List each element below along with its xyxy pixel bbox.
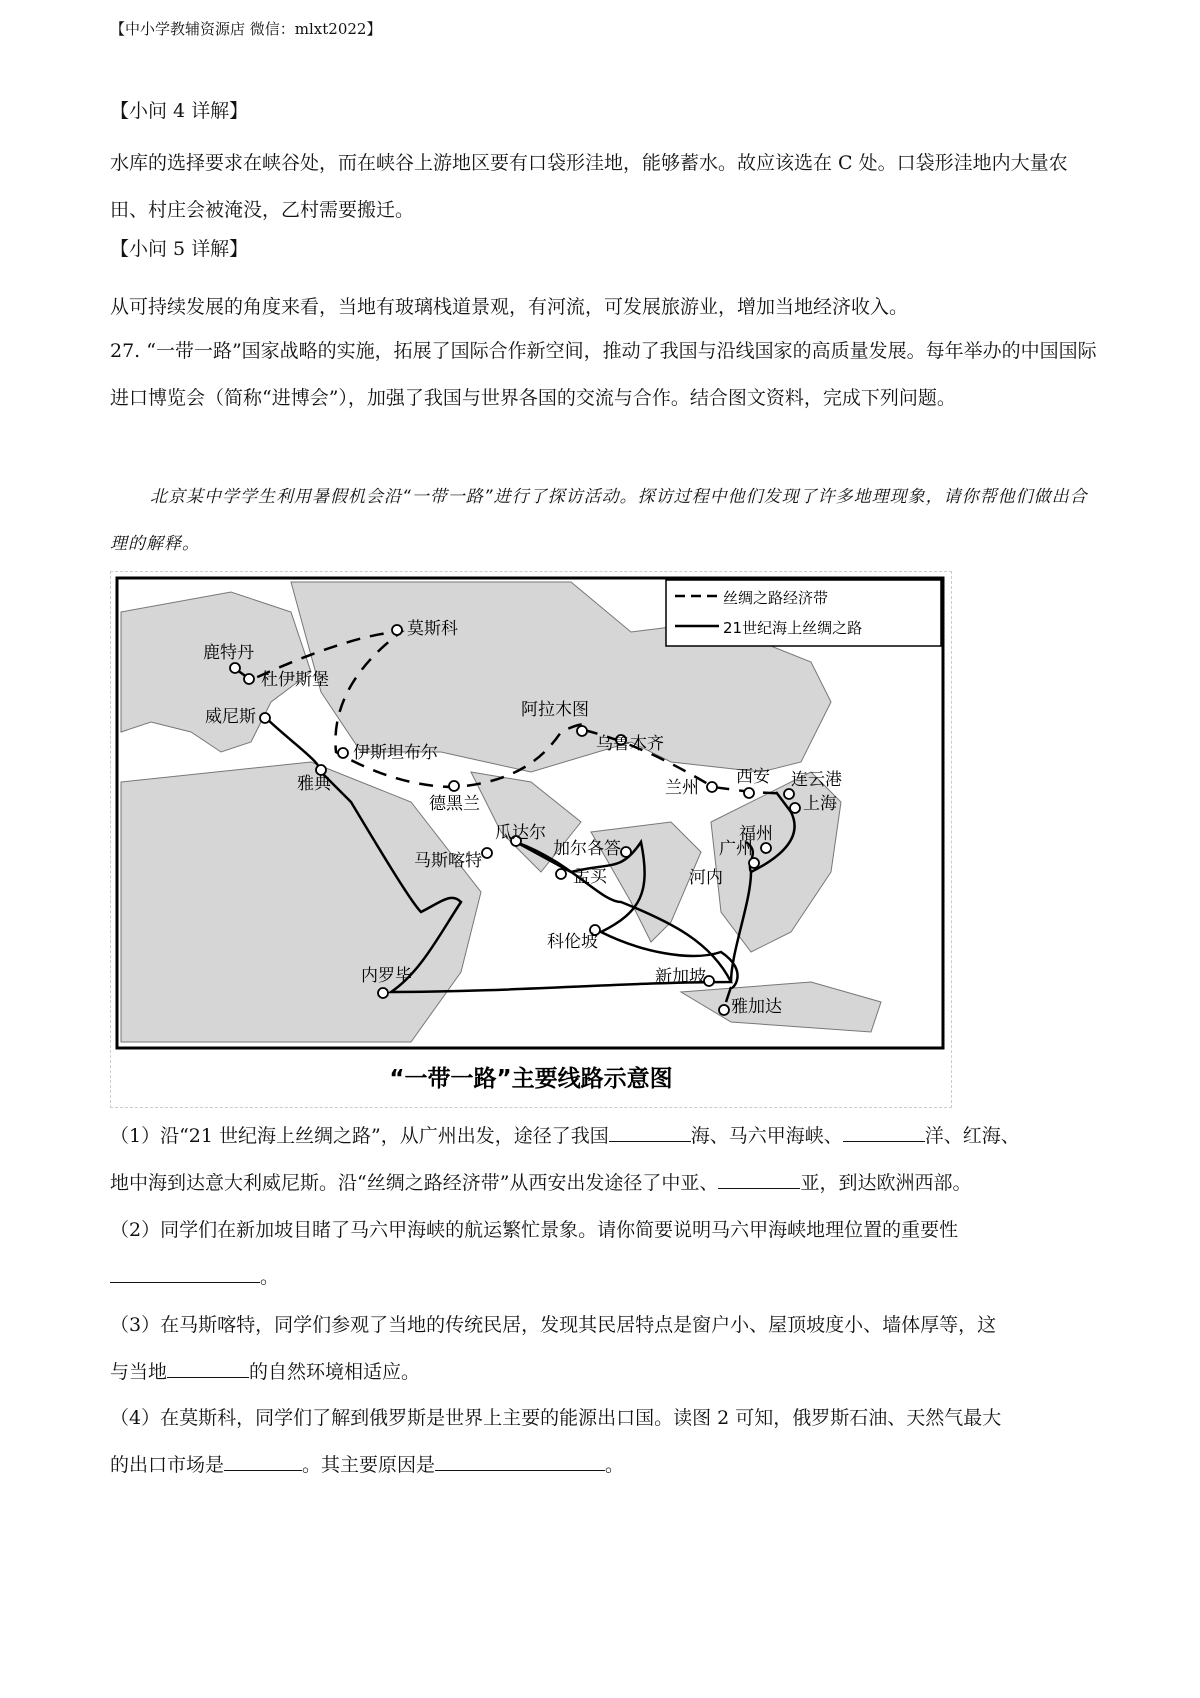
q5-text: 从可持续发展的角度来看，当地有玻璃栈道景观，有河流，可发展旅游业，增加当地经济收入。 [110,296,909,318]
marker-lianyungang [784,789,794,799]
label-rotterdam: 鹿特丹 [203,643,254,663]
belt-road-map [111,572,951,1107]
label-colombo: 科伦坡 [547,932,598,952]
q4-text-c: 。其主要原因是 [302,1454,436,1476]
marker-muscat [482,848,492,858]
marker-mumbai [556,869,566,879]
label-lianyungang: 连云港 [791,770,842,790]
marker-jakarta [719,1005,729,1015]
marker-xian [744,788,754,798]
question-27-intro: 北京某中学学生利用暑假机会沿“一带一路”进行了探访活动。探访过程中他们发现了许多地理现象，请你帮他们做出合理的解释。 [110,487,1088,554]
label-kolkata: 加尔各答 [553,839,621,859]
q4-text-d: 。 [605,1454,625,1476]
label-athens: 雅典 [297,774,331,794]
legend-land-label: 丝绸之路经济带 [723,589,829,607]
q4-title: 【小问 4 详解】 [110,100,249,122]
q1-text-e: 亚，到达欧洲西部。 [800,1172,972,1194]
q1-text-c: 洋、红海、 [924,1125,1020,1147]
q5-title: 【小问 5 详解】 [110,238,249,260]
label-venice: 威尼斯 [205,707,256,727]
label-gwadar: 瓜达尔 [495,823,546,843]
label-tehran: 德黑兰 [429,794,480,814]
question-27-stem: 27. “一带一路”国家战略的实施，拓展了国际合作新空间，推动了我国与沿线国家的高质量发展。每年举办的中国国际进口博览会（简称“进博会”），加强了我国与世界各国的交流与合作。结合图文资料，完成下列问题。 [110,340,1097,409]
question-2 [110,1207,1100,1301]
label-duisburg: 杜伊斯堡 [261,670,329,690]
q1-blank-3[interactable] [718,1170,800,1189]
q1-blank-1[interactable] [609,1123,691,1142]
marker-moscow [392,625,402,635]
label-jakarta: 雅加达 [731,997,782,1017]
q4-blank-2[interactable] [435,1452,605,1471]
label-almaty: 阿拉木图 [521,700,589,720]
q1-blank-2[interactable] [843,1123,925,1142]
q2-blank[interactable] [110,1264,260,1283]
label-lanzhou: 兰州 [665,778,699,798]
q1-text-b: 海、马六甲海峡、 [690,1125,843,1147]
question-1 [110,1113,1100,1207]
watermark-header: 【中小学教辅资源店 微信：mlxt2022】 [110,20,382,38]
q2-end: 。 [260,1266,280,1288]
marker-guangzhou [749,858,759,868]
label-xian: 西安 [736,767,770,787]
label-shanghai: 上海 [803,794,837,814]
marker-lanzhou [707,782,717,792]
legend-sea-label: 21世纪海上丝绸之路 [723,619,863,637]
q3-text-b: 与当地 [110,1361,168,1383]
q4-text-b: 的出口市场是 [110,1454,225,1476]
q4-text-a: （4）在莫斯科，同学们了解到俄罗斯是世界上主要的能源出口国。读图 2 可知，俄罗斯石油、天然气最大 [110,1407,1002,1429]
label-istanbul: 伊斯坦布尔 [353,743,438,763]
label-guangzhou: 广州 [719,839,753,859]
belt-road-map-figure [110,571,952,1108]
marker-duisburg [244,674,254,684]
marker-kolkata [621,847,631,857]
q2-text: （2）同学们在新加坡目睹了马六甲海峡的航运繁忙景象。请你简要说明马六甲海峡地理位置的重要性 [110,1219,959,1241]
label-nairobi: 内罗毕 [361,966,412,986]
marker-shanghai [790,803,800,813]
marker-rotterdam [230,663,240,673]
marker-tehran [449,781,459,791]
label-hanoi: 河内 [689,868,723,888]
marker-fuzhou [761,843,771,853]
question-3 [110,1302,1100,1396]
q3-blank[interactable] [167,1359,249,1378]
marker-nairobi [378,988,388,998]
q1-text-d: 地中海到达意大利威尼斯。沿“丝绸之路经济带”从西安出发途径了中亚、 [110,1172,719,1194]
q3-text-a: （3）在马斯喀特，同学们参观了当地的传统民居，发现其民居特点是窗户小、屋顶坡度小、墙体厚等，这 [110,1314,997,1336]
label-muscat: 马斯喀特 [414,851,482,871]
label-mumbai: 孟买 [573,867,607,887]
q3-text-c: 的自然环境相适应。 [249,1361,421,1383]
question-4 [110,1395,1100,1489]
marker-almaty [577,726,587,736]
label-fuzhou: 福州 [739,824,773,844]
q4-text: 水库的选择要求在峡谷处，而在峡谷上游地区要有口袋形洼地，能够蓄水。故应该选在 C 处。口袋形洼地内大量农田、村庄会被淹没，乙村需要搬迁。 [110,152,1068,221]
q4-blank-1[interactable] [224,1452,302,1471]
map-caption: “一带一路”主要线路示意图 [389,1066,673,1092]
q1-text-a: （1）沿“21 世纪海上丝绸之路”，从广州出发，途径了我国 [110,1125,609,1147]
label-urumqi: 乌鲁木齐 [596,734,664,754]
marker-istanbul [338,748,348,758]
label-moscow: 莫斯科 [407,619,458,639]
marker-venice [260,713,270,723]
label-singapore: 新加坡 [655,967,706,987]
